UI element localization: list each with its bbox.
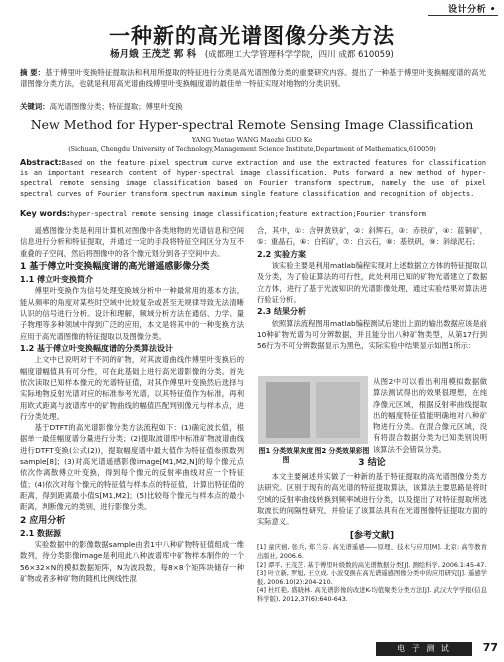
section-3-heading: 3 结论 <box>358 458 386 468</box>
figure-2-caption: 图2 分类效果彩图 <box>314 447 370 455</box>
references-list <box>257 544 487 604</box>
journal-name-footer: 电 子 测 试 <box>376 642 472 656</box>
authors-en <box>0 136 504 154</box>
section-2-3-paragraph: 依照算法流程图用matlab编程测试后建出上面的输出数据应该是前10种矿物光谱为可分辨数据，并且能分出八种矿物类型，从第17行到56行为不可分辨数据显示为黑色，实际实验中结果显示如图1所示： <box>257 318 487 351</box>
section-1-1-heading: 1.1 傅立叶变换简介 <box>20 274 93 284</box>
abstract-text-en: Based on the feature pixel spectrum curve extraction and use the extracted features for classification is an important research content of hyper-spectral image classification. Puts forward a new method of hyper-spectral remote sensing image classification based on Fourier transform spectrum, namely the use of pixel spectral curves of Fourier transform spectrum maximum single feature classification and recognition of objects. <box>20 159 486 198</box>
reference-item: [3] 叶立新, 罗旭, 王立成. 小波变换在高光谱遥感图像分类中的应用研究[J]. 遥感学报, 2006.10(2):204-210. <box>257 570 487 586</box>
affiliation-cn: (成都理工大学管理科学学院，四川 成都 610059) <box>204 50 394 60</box>
figure-2-image <box>316 382 360 438</box>
keywords-text-cn: 高光谱图像分类；特征提取；傅里叶变换 <box>49 102 183 111</box>
section-1-heading: 1 基于傅立叶变换幅度谱的高光谱遥感影像分类 <box>20 261 210 272</box>
keywords-text-en: hyper-spectral remote sensing image classification;feature extraction;Fourier transform <box>70 210 427 218</box>
conclusion-paragraph: 本文主要阐述并实做了一种新的基于特征提取的高光谱图像分类方法研究。区别于现有的高光谱的特征提取算法，该算法主要思路是将时空域的反射率曲线转换到频率域进行分类，以及提出了对特征提取所选取波长的间隔性研究，并验证了该算法具有在光谱图像特征提取方面的实际意义。 <box>257 472 487 527</box>
authors-cn <box>0 49 504 61</box>
section-2-2-paragraph: 该实验主要是利用matlab编程实现对上述数据立方体的特征提取以及分类，为了验证算法的可行性，此处利用已知的矿物光谱建立了数据立方体，进行了基于光波知识的光谱影像处理，通过实验结果对算法进行验证分析。 <box>257 261 487 304</box>
author-names-en: YANG Yuetao WANG Maozhi GUO Ke <box>191 136 313 144</box>
section-tag: 设计分析 • <box>448 5 496 15</box>
abstract-cn <box>20 67 486 89</box>
classification-figure <box>258 376 368 444</box>
intro-paragraph: 遥感图像分类是利用计算机对图像中各类地物的光谱信息和空间信息进行分析和特征提取，并通过一定的手段将特征空间区分为互不重叠的子空间，然后将图像中的各个像元划分到各子空间中去。 <box>20 226 244 258</box>
section-1-1-paragraph: 傅里叶变换作为信号处理变换域分析中一种最常用的基本方法，能从频率的角度对某些时空域中比较复杂或甚至无规律导致无法清晰认识的信号进行分析。设计和理解，频域分析方法在通信、力学、量子物理等多种领域中得到广泛的应用，本文是将其中的一种变换方法应用于高光谱图像的特征提取以及图像分类。 <box>20 286 244 341</box>
section-2-1-paragraph: 实验数据中的影像数据sample由表1中八种矿物特征值组成一维数列，待分类影像image是利用此八种波谱库中矿物样本制作的一个56×32×N的模拟数据矩阵，N为波段数，每8×8个矩阵块储存一种矿物或者多种矿物的随机比例线性混 <box>20 540 244 583</box>
keywords-en <box>20 209 486 219</box>
keywords-label-en: Key words: <box>20 209 71 218</box>
figure-1-image <box>266 382 310 438</box>
reference-item: [4] 杜红艳, 盛晓林. 高光谱影像的改进K-均值聚类分类方法[J]. 武汉大学学报(信息科学版), 2012,37(6):640-643. <box>257 587 487 604</box>
abstract-label-en: Abstract: <box>20 158 62 167</box>
figure-1-caption: 图1 分类效果灰度图 <box>258 447 314 464</box>
figure-wrap-paragraph: 从图2中可以看出利用模拟数据做算法测试得出的效果很理想，在纯净像元区域，根据反射率曲线提取出的幅度特征值能明确地对八种矿物进行分类。在混合像元区域，没有将混合数据分类为已知类别说明该算法不会错误分类。 <box>373 377 487 454</box>
abstract-en <box>20 158 486 199</box>
section-1-2-heading: 1.2 基于傅立叶变换幅度谱的分类算法设计 <box>20 343 173 353</box>
right-column <box>257 225 487 352</box>
references-heading: [参考文献] <box>349 531 395 542</box>
author-names-cn: 杨月娥 王茂芝 郭 科 <box>110 49 197 60</box>
section-1-2-paragraph: 上文中已说明对于不同的矿物，对其波谱曲线作傅里叶变换后的幅度谱幅值具有可分性，可在此基础上进行高光谱影像的分类。首先依次读取已知样本像元的光谱特征值，对其作傅里叶变换然后选择与实际地物反射光谱对应的标准参考光谱，以其特征值作为标准，再利用欧式距离与波谱库中的矿物曲线的幅值匹配判别像元与样本点，进行分类处理。 <box>20 355 244 421</box>
abstract-label-cn: 摘 要： <box>20 68 46 77</box>
header-rule <box>428 15 498 16</box>
section-2-3-heading: 2.3 结果分析 <box>257 307 306 317</box>
section-2-1-heading: 2.1 数据源 <box>20 528 61 538</box>
reference-item: [2] 谭平, 王茂芝. 基于傅里叶级数的高光谱数据分类[J]. 测绘科学, 2006.1:45-47. <box>257 561 487 569</box>
affiliation-en: (Sichuan, Chengdu University of Technology,Management Science Institute,Department of Mathematics,610059) <box>68 145 436 153</box>
left-column <box>20 225 244 584</box>
section-2-2-heading: 2.2 实验方案 <box>257 249 306 259</box>
paper-title-cn: 一种新的高光谱图像分类方法 <box>109 23 395 48</box>
keywords-cn <box>20 101 486 112</box>
section-2-heading: 2 应用分析 <box>20 515 66 526</box>
reference-item: [1] 童庆禧, 张兵, 郑兰芬. 高光谱遥感——原理、技术与应用[M]. 北京: 高等教育出版社, 2006.6. <box>257 544 487 561</box>
right-column-lower <box>257 454 487 605</box>
page-number: 77 <box>482 641 498 654</box>
keywords-label-cn: 关键词： <box>20 102 50 111</box>
continued-paragraph: 合，其中，①：含钾黄铁矿，②：斜辉石，③：赤铁矿，④：蓝铜矿，⑤：重晶石，⑥：白钨矿，⑦：白云石，⑧：基铁矾，⑨：斜绿泥石； <box>257 226 487 247</box>
paper-title-en: New Method for Hyper-spectral Remote Sensing Image Classification <box>30 117 474 132</box>
abstract-text-cn: 基于傅里叶变换特征提取法和利用所提取的特征进行分类是高光谱图像分类的重要研究内容。提出了一种基于傅里叶变换幅度谱的高光谱图像分类方法，也就是利用高光谱曲线傅里叶变换幅度谱的最佳单一特征实现对地物的分类识别。 <box>20 68 486 88</box>
section-1-2-paragraph-2: 基于DTFT的高光谱影像分类方法流程如下：(1)确定波长值，根据单一最佳幅度谱分量进行分类；(2)提取波谱库中标准矿物波谱曲线进行DTFT变换(公式(2))，提取幅度谱中最大值作为特征值参照数列sample[8]；(3)对高光谱遥感影像image[M1,M2,N]的每个像元点依次作离散傅立叶变换，得到每个像元的反射率曲线对应一个特征值；(4)依次对每个像元的特征值与样本点的特征值，计算出特征值的距离，得到距离最小值S[M1,M2]；(5)比较每个像元与样本点的最小距离，判断像元的类别，进行影像分类。 <box>20 423 244 512</box>
